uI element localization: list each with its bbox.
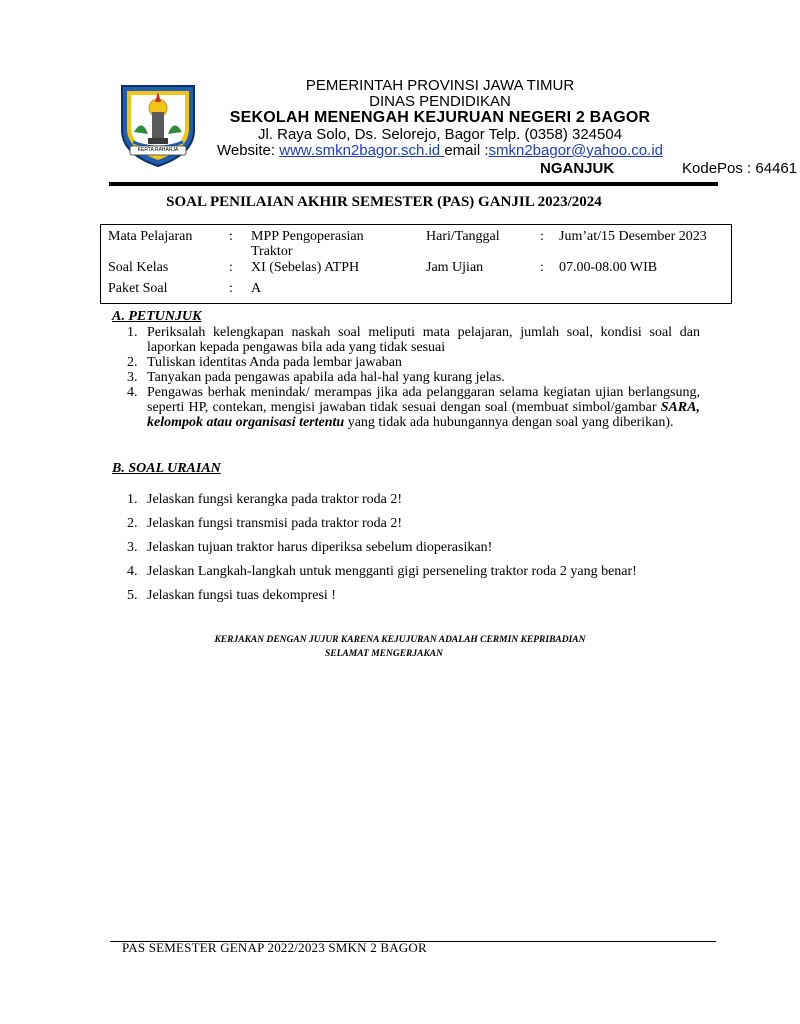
questions-list xyxy=(100,492,700,612)
class-label: Soal Kelas xyxy=(108,260,169,275)
item-text: Periksalah kelengkapan naskah soal meliputi mata pelajaran, jumlah soal, kondisi soal dan laporkan kepada pengawas bila ada yang tidak sesuai xyxy=(147,325,700,355)
question-number: 3. xyxy=(127,540,138,555)
email-label: email : xyxy=(444,142,489,159)
question-number: 5. xyxy=(127,588,138,603)
question-number: 4. xyxy=(127,564,138,579)
time-label: Jam Ujian xyxy=(426,260,484,275)
emphasis-text: SARA, kelompok atau organisasi tertentu xyxy=(147,400,700,430)
date-label: Hari/Tanggal xyxy=(426,229,500,244)
colon: : xyxy=(229,260,233,275)
logo-motto: KERTA RAHARJA xyxy=(137,147,179,153)
postal-code: KodePos : 64461 xyxy=(682,160,798,177)
page-footer: PAS SEMESTER GENAP 2022/2023 SMKN 2 BAGOR xyxy=(122,940,427,955)
email-link[interactable]: smkn2bagor@yahoo.co.id xyxy=(488,142,663,159)
instructions-list xyxy=(100,325,700,430)
question-item xyxy=(100,588,700,612)
item-number: 4. xyxy=(127,385,138,400)
packet-label: Paket Soal xyxy=(108,281,168,296)
provincial-logo xyxy=(118,82,198,168)
item-text-part: yang tidak ada hubungannya dengan soal yang diberikan). xyxy=(344,415,674,430)
list-item xyxy=(100,325,700,355)
question-text: Jelaskan fungsi transmisi pada traktor roda 2! xyxy=(147,516,403,531)
subject-value-line2: Traktor xyxy=(251,244,293,259)
exam-title: SOAL PENILAIAN AKHIR SEMESTER (PAS) GANJIL 2023/2024 xyxy=(166,194,602,210)
question-number: 1. xyxy=(127,492,138,507)
subject-label: Mata Pelajaran xyxy=(108,229,193,244)
question-text: Jelaskan fungsi kerangka pada traktor roda 2! xyxy=(147,492,403,507)
city-line xyxy=(200,160,798,178)
school-name: SEKOLAH MENENGAH KEJURUAN NEGERI 2 BAGOR xyxy=(229,109,651,126)
packet-value: A xyxy=(251,281,262,296)
question-number: 2. xyxy=(127,516,138,531)
question-item xyxy=(100,540,700,564)
city-name: NGANJUK xyxy=(540,160,615,177)
question-text: Jelaskan fungsi tuas dekompresi ! xyxy=(147,588,336,603)
department-line: DINAS PENDIDIKAN xyxy=(369,93,511,110)
item-number: 1. xyxy=(127,325,138,340)
website-label: Website: xyxy=(216,142,280,159)
question-text: Jelaskan tujuan traktor harus diperiksa sebelum dioperasikan! xyxy=(147,540,493,555)
closing-motto: KERJAKAN DENGAN JUJUR KARENA KEJUJURAN ADALAH CERMIN KEPRIBADIAN xyxy=(214,635,586,645)
contact-line xyxy=(200,142,680,159)
question-item xyxy=(100,564,700,588)
list-item xyxy=(100,385,700,430)
colon: : xyxy=(229,229,233,244)
list-item xyxy=(100,370,700,385)
jatim-emblem-icon xyxy=(118,82,198,168)
questions-heading: B. SOAL URAIAN xyxy=(112,461,221,476)
government-line: PEMERINTAH PROVINSI JAWA TIMUR xyxy=(305,77,575,94)
question-item xyxy=(100,492,700,516)
question-item xyxy=(100,516,700,540)
closing-greeting: SELAMAT MENGERJAKAN xyxy=(325,649,443,659)
exam-info-box xyxy=(100,224,732,304)
instructions-heading: A. PETUNJUK xyxy=(112,309,202,324)
item-text: Tanyakan pada pengawas apabila ada hal-hal yang kurang jelas. xyxy=(147,370,505,385)
time-value: 07.00-08.00 WIB xyxy=(559,260,658,275)
item-number: 2. xyxy=(127,355,138,370)
class-value: XI (Sebelas) ATPH xyxy=(251,260,360,275)
item-text xyxy=(147,385,700,430)
item-text-part: Pengawas berhak menindak/ merampas jika ada pelanggaran selama kegiatan ujian berlangsung, seperti HP, contekan, mengisi jawaban tidak sesuai dengan soal (membuat simbol/gambar xyxy=(147,385,700,415)
colon: : xyxy=(540,229,544,244)
item-number: 3. xyxy=(127,370,138,385)
website-link[interactable]: www.smkn2bagor.sch.id xyxy=(279,142,445,159)
colon: : xyxy=(540,260,544,275)
date-value: Jum’at/15 Desember 2023 xyxy=(559,229,707,244)
subject-value-line1: MPP Pengoperasian xyxy=(251,229,364,244)
item-text: Tuliskan identitas Anda pada lembar jawaban xyxy=(147,355,402,370)
colon: : xyxy=(229,281,233,296)
school-address: Jl. Raya Solo, Ds. Selorejo, Bagor Telp. (0358) 324504 xyxy=(257,126,623,143)
letterhead-divider xyxy=(109,182,718,186)
list-item xyxy=(100,355,700,370)
question-text: Jelaskan Langkah-langkah untuk mengganti gigi perseneling traktor roda 2 yang benar! xyxy=(147,564,637,579)
